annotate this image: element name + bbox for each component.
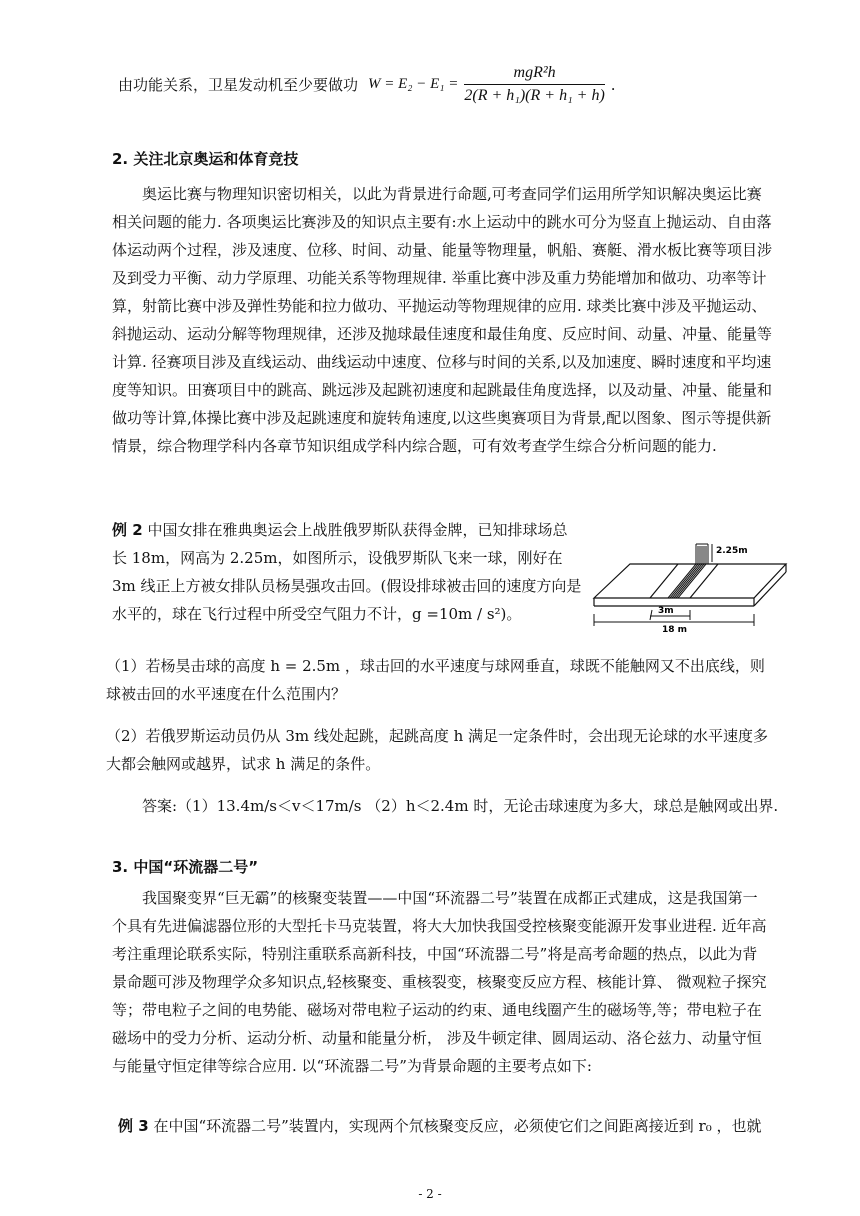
formula-fraction <box>464 64 604 105</box>
example-2-answer: 答案:（1）13.4m/s＜v＜17m/s （2）h＜2.4m 时，无论击球速度为多大，球总是触网或出界. <box>142 797 779 815</box>
section-2-body: 奥运比赛与物理知识密切相关，以此为背景进行命题,可考查同学们运用所学知识解决奥运比赛相关问题的能力. 各项奥运比赛涉及的知识点主要有:水上运动中的跳水可分为竖直上抛运动、自由落体运动两个过程，涉及速度、位移、时间、动量、能量等物理量，帆船、赛艇、滑水板比赛等项目涉及到受力平衡、动力学原理、功能关系等物理规律. 举重比赛中涉及重力势能增加和做功、功率等计算，射箭比赛中涉及弹性势能和拉力做功、平抛运动等物理规律的应用. 球类比赛中涉及平抛运动、斜抛运动、运动分解等物理规律，还涉及抛球最佳速度和最佳角度、反应时间、动量、冲量、能量等计算. 径赛项目涉及直线运动、曲线运动中速度、位移与时间的关系,以及加速度、瞬时速度和平均速度等知识。田赛项目中的跳高、跳远涉及起跳初速度和起跳最佳角度选择，以及动量、冲量、能量和做功等计算,体操比赛中涉及起跳速度和旋转角速度,以这些奥赛项目为背景,配以图象、图示等提供新情景，综合物理学科内各章节知识组成学科内综合题，可有效考查学生综合分析问题的能力. <box>112 185 773 455</box>
example-3-statement <box>118 1112 778 1140</box>
example-3-text: 在中国“环流器二号”装置内，实现两个氘核聚变反应，必须使它们之间距离接近到 r₀ ，也就 <box>153 1117 762 1135</box>
example-2-statement <box>112 516 582 628</box>
net-height-label: 2.25m <box>716 546 748 556</box>
volleyball-court-figure <box>590 540 790 634</box>
question-2: （2）若俄罗斯运动员仍从 3m 线处起跳，起跳高度 h 满足一定条件时，会出现无论球的水平速度多大都会触网或越界，试求 h 满足的条件。 <box>106 727 769 773</box>
page-number: - 2 - <box>418 1187 442 1201</box>
section-2-heading: 2. 关注北京奥运和体育竞技 <box>112 150 299 168</box>
work-formula <box>118 64 616 105</box>
example-2-label: 例 2 <box>112 521 143 539</box>
formula-denominator: 2(R + h₁)(R + h₁ + h) <box>464 87 605 104</box>
example-3-label: 例 3 <box>118 1117 149 1135</box>
formula-numerator: mgR²h <box>513 64 556 81</box>
court-length-label: 18 m <box>662 625 688 634</box>
section-3-body: 我国聚变界“巨无霸”的核聚变装置——中国“环流器二号”装置在成都正式建成，这是我国第一个具有先进偏滤器位形的大型托卡马克装置，将大大加快我国受控核聚变能源开发事业进程. 近年高考注重理论联系实际，特别注重联系高新科技，中国“环流器二号”将是高考命题的热点，以此为背景命题可涉及物理学众多知识点,轻核聚变、重核裂变，核聚变反应方程、核能计算、 微观粒子探究等；带电粒子之间的电势能、磁场对带电粒子运动的约束、通电线圈产生的磁场等,等；带电粒子在磁场中的受力分析、运动分析、动量和能量分析， 涉及牛顿定律、圆周运动、洛仑兹力、动量守恒与能量守恒定律等综合应用. 以“环流器二号”为背景命题的主要考点如下: <box>112 889 767 1075</box>
three-m-label: 3m <box>658 606 674 616</box>
formula-lhs: W = E₂ − E₁ = <box>368 76 459 92</box>
formula-prefix: 由功能关系，卫星发动机至少要做功 <box>118 76 359 94</box>
example-2-text: 中国女排在雅典奥运会上战胜俄罗斯队获得金牌，已知排球场总长 18m，网高为 2.25m，如图所示，设俄罗斯队飞来一球，刚好在 3m 线正上方被女排队员杨昊强攻击回。(假设排球被击回的速度方向是水平的，球在飞行过程中所受空气阻力不计，g =10m / s²)。 <box>112 521 582 623</box>
question-1: （1）若杨昊击球的高度 h = 2.5m ，球击回的水平速度与球网垂直，球既不能触网又不出底线，则球被击回的水平速度在什么范围内？ <box>106 657 765 703</box>
section-3-heading: 3. 中国“环流器二号” <box>112 858 259 876</box>
formula-suffix: . <box>610 75 616 94</box>
